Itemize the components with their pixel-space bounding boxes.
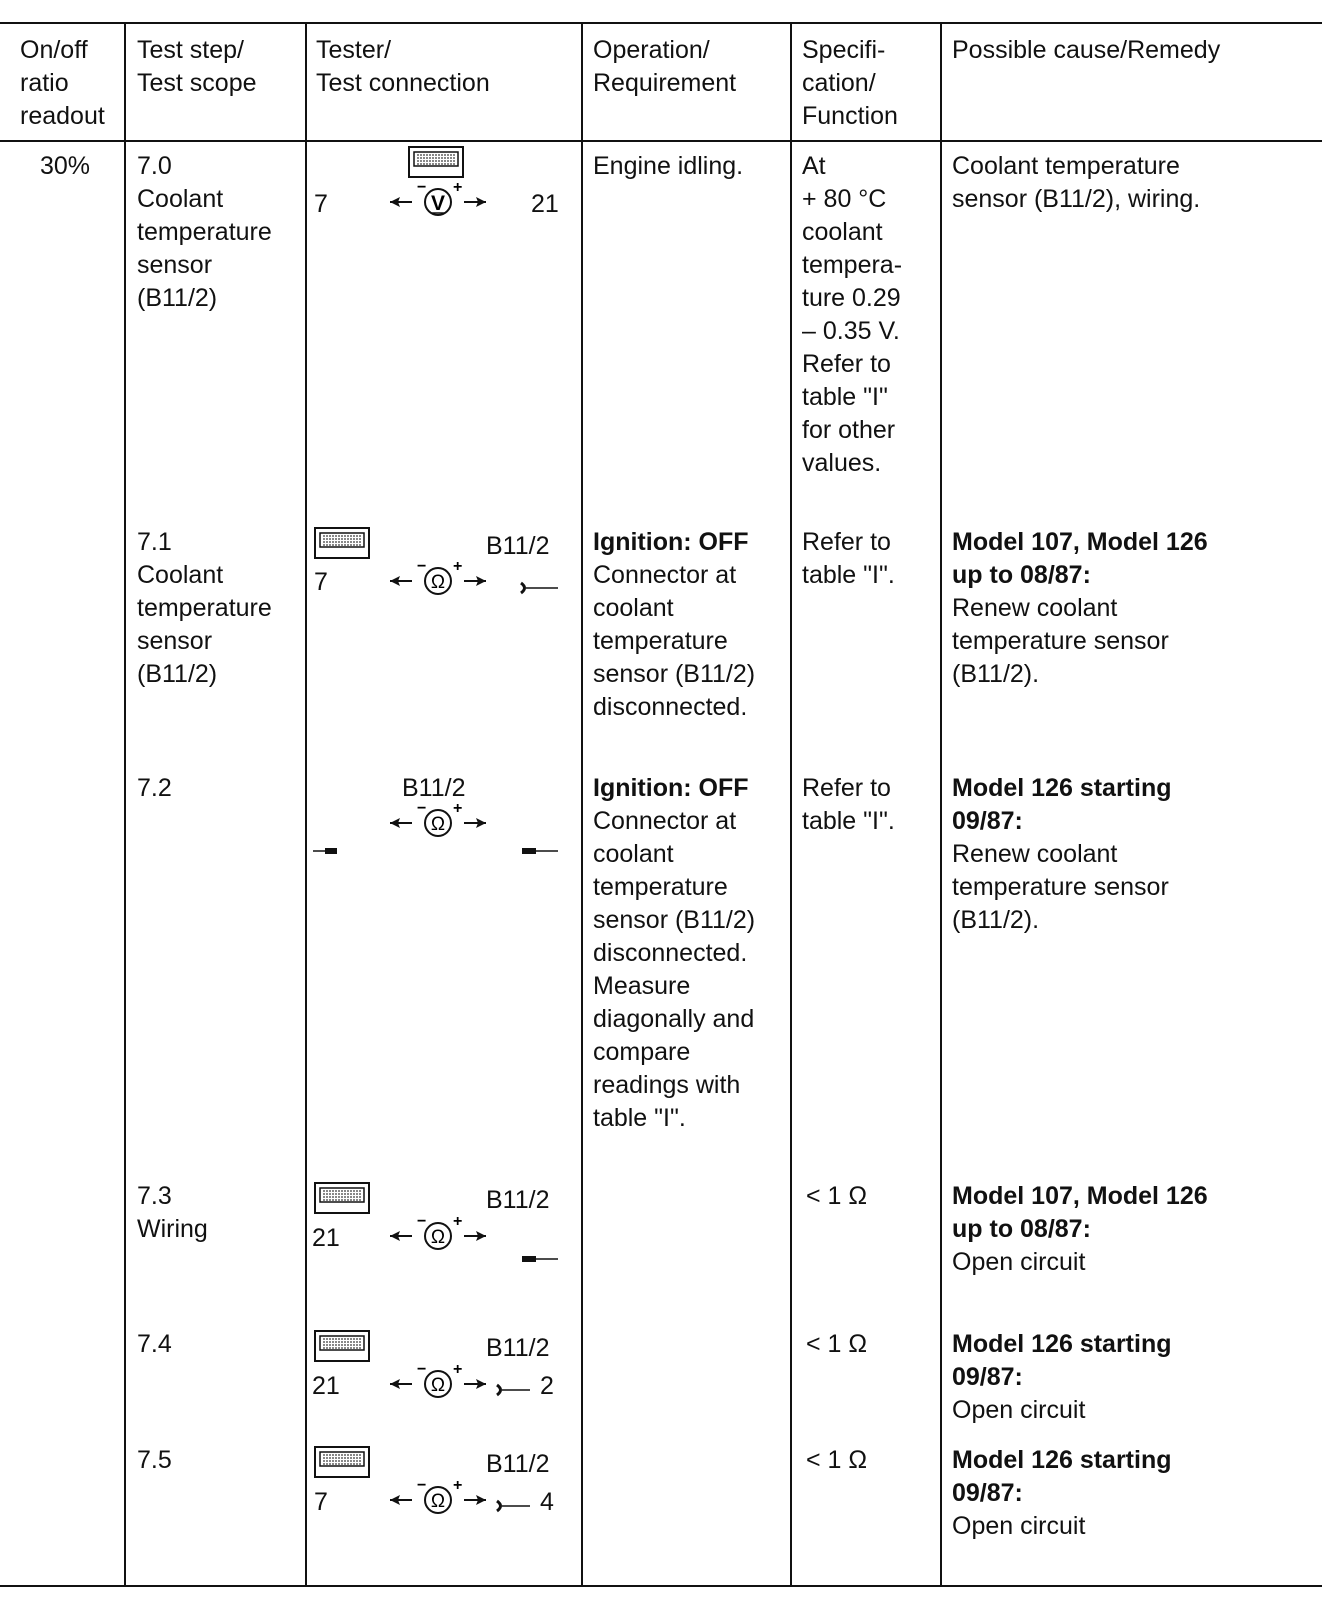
step-number: 7.3 [137,1182,172,1210]
header-line: Specifi- [802,36,886,64]
svg-text:+: + [453,179,463,196]
tester-device-icon [314,527,370,559]
tester-left-pin: 7 [314,190,328,218]
spec-line: Refer to [802,350,891,378]
header-line: On/off [20,36,88,64]
spec-line: Refer to [802,528,891,556]
operation [593,772,755,1135]
meter-label: Ω [430,1491,446,1512]
cause-line: temperature sensor [952,873,1169,901]
header-line: Tester/ [316,36,392,64]
scope-line: sensor [137,627,213,655]
cause-model: up to 08/87: [952,1215,1091,1243]
spec-line: table "I". [802,561,895,589]
svg-text:+: + [453,800,463,817]
operation-line: disconnected. [593,693,748,721]
header-line: Requirement [593,69,737,97]
specification [802,150,902,480]
cause-line: Coolant temperature [952,152,1180,180]
header-test-step [137,34,257,100]
test-step [137,526,272,691]
cause-line: Open circuit [952,1512,1086,1540]
spec-line: < 1 Ω [806,1182,868,1210]
operation-line: temperature [593,873,728,901]
cause-model: up to 08/87: [952,561,1091,589]
cause-line: (B11/2). [952,906,1040,934]
tester-device-icon [314,1182,370,1214]
meter-label: Ω [430,1227,446,1248]
cause-line: temperature sensor [952,627,1169,655]
tester-right-pin: 21 [531,190,559,218]
cause-remedy [952,772,1172,937]
cause-line: Renew coolant [952,594,1118,622]
table-bottom-rule [0,1585,1322,1587]
header-tester [316,34,490,100]
scope-line: sensor [137,251,213,279]
operation-line: sensor (B11/2) [593,660,756,688]
probe-tip-icon [522,1240,562,1273]
cause-remedy [952,1444,1172,1543]
test-step [137,150,272,315]
tester-device-icon [408,146,464,178]
scope-line: temperature [137,218,272,246]
tester-right-pin: 4 [540,1488,554,1516]
test-step [137,1444,172,1477]
spec-line: Refer to [802,774,891,802]
meter-label: Ω [430,1375,446,1396]
header-ratio [20,34,105,133]
header-line: readout [20,102,105,130]
table-top-rule [0,22,1322,24]
tester-left-pin: 21 [312,1372,340,1400]
specification [802,772,895,838]
connector-label: B11/2 [486,1450,550,1478]
spec-line: < 1 Ω [806,1330,868,1358]
step-number: 7.5 [137,1446,172,1474]
header-line: Test connection [316,69,490,97]
svg-text:+: + [453,558,463,575]
connector-socket-icon [494,1382,534,1398]
voltmeter-symbol [388,179,488,220]
column-divider [581,22,583,1587]
cause-line: sensor (B11/2), wiring. [952,185,1201,213]
operation-line: readings with [593,1071,741,1099]
operation-condition: Ignition: OFF [593,774,749,802]
header-line: Possible cause/Remedy [952,36,1221,64]
column-divider [940,22,942,1587]
cause-model: Model 107, Model 126 [952,528,1208,556]
operation [593,150,743,183]
tester-left-pin: 21 [312,1224,340,1252]
operation-line: Connector at [593,561,737,589]
connector-socket-icon [518,580,558,596]
svg-text:−: − [417,1477,427,1494]
cause-remedy [952,150,1200,216]
scope-line: Wiring [137,1215,208,1243]
column-divider [124,22,126,1587]
specification [806,1444,867,1477]
header-line: Test scope [137,69,257,97]
cause-model: 09/87: [952,807,1023,835]
cause-line: (B11/2). [952,660,1040,688]
tester-device-icon [314,1330,370,1362]
test-step [137,1180,208,1246]
svg-text:−: − [417,800,427,817]
cause-model: Model 126 starting [952,1446,1172,1474]
cause-model: 09/87: [952,1479,1023,1507]
tester-right-pin: 2 [540,1372,554,1400]
spec-line: tempera- [802,251,903,279]
header-line: Operation/ [593,36,710,64]
operation-line: temperature [593,627,728,655]
ohmmeter-symbol [388,1361,488,1402]
operation-line: coolant [593,840,674,868]
svg-text:−: − [417,179,427,196]
operation-line: sensor (B11/2) [593,906,756,934]
spec-line: table "I". [802,807,895,835]
cause-remedy [952,526,1208,691]
connector-label: B11/2 [486,1186,550,1214]
cause-model: Model 126 starting [952,774,1172,802]
svg-text:+: + [453,1477,463,1494]
column-divider [305,22,307,1587]
tester-device-icon [314,1446,370,1478]
svg-text:+: + [453,1213,463,1230]
step-number: 7.1 [137,528,172,556]
step-number: 7.4 [137,1330,172,1358]
step-number: 7.2 [137,774,172,802]
operation-line: Engine idling. [593,152,744,180]
spec-line: < 1 Ω [806,1446,868,1474]
scope-line: (B11/2) [137,284,218,312]
header-line: Function [802,102,898,130]
column-divider [790,22,792,1587]
cause-model: Model 126 starting [952,1330,1172,1358]
cause-line: Renew coolant [952,840,1118,868]
spec-line: – 0.35 V. [802,317,900,345]
probe-tip-icon [313,832,353,865]
connector-label: B11/2 [486,532,550,560]
svg-text:−: − [417,1213,427,1230]
svg-text:−: − [417,1361,427,1378]
probe-tip-icon [522,832,562,865]
ohmmeter-symbol [388,800,488,841]
operation-line: Measure [593,972,691,1000]
ohmmeter-symbol [388,1213,488,1254]
connector-label: B11/2 [486,1334,550,1362]
test-step [137,1328,172,1361]
specification [806,1180,867,1213]
step-number: 7.0 [137,152,172,180]
meter-label: Ω [430,814,446,835]
header-bottom-rule [0,140,1322,142]
scope-line: Coolant [137,185,224,213]
header-line: Test step/ [137,36,244,64]
svg-text:−: − [417,558,427,575]
meter-label: Ω [430,572,446,593]
spec-line: + 80 °C [802,185,887,213]
scope-line: (B11/2) [137,660,218,688]
header-operation [593,34,736,100]
header-line: cation/ [802,69,876,97]
scope-line: temperature [137,594,272,622]
header-line: ratio [20,69,69,97]
ohmmeter-symbol [388,1477,488,1518]
spec-line: for other [802,416,896,444]
cause-model: Model 107, Model 126 [952,1182,1208,1210]
operation-line: diagonally and [593,1005,755,1033]
header-specification [802,34,898,133]
connector-label: B11/2 [402,774,466,802]
cause-remedy [952,1328,1172,1427]
spec-line: At [802,152,826,180]
test-step [137,772,172,805]
specification [802,526,895,592]
cause-line: Open circuit [952,1248,1086,1276]
operation-line: coolant [593,594,674,622]
scope-line: Coolant [137,561,224,589]
operation-line: table "I". [593,1104,686,1132]
cause-remedy [952,1180,1208,1279]
tester-left-pin: 7 [314,1488,328,1516]
operation-condition: Ignition: OFF [593,528,749,556]
operation [593,526,755,724]
operation-line: disconnected. [593,939,748,967]
cause-model: 09/87: [952,1363,1023,1391]
tester-left-pin: 7 [314,568,328,596]
spec-line: table "I" [802,383,888,411]
spec-line: values. [802,449,882,477]
operation-line: compare [593,1038,691,1066]
header-cause-remedy [952,34,1220,67]
svg-text:+: + [453,1361,463,1378]
connector-socket-icon [494,1498,534,1514]
operation-line: Connector at [593,807,737,835]
ratio-value: 30% [40,152,91,180]
spec-line: coolant [802,218,883,246]
spec-line: ture 0.29 [802,284,901,312]
meter-label: V [430,192,446,215]
ohmmeter-symbol [388,558,488,599]
specification [806,1328,867,1361]
cause-line: Open circuit [952,1396,1086,1424]
